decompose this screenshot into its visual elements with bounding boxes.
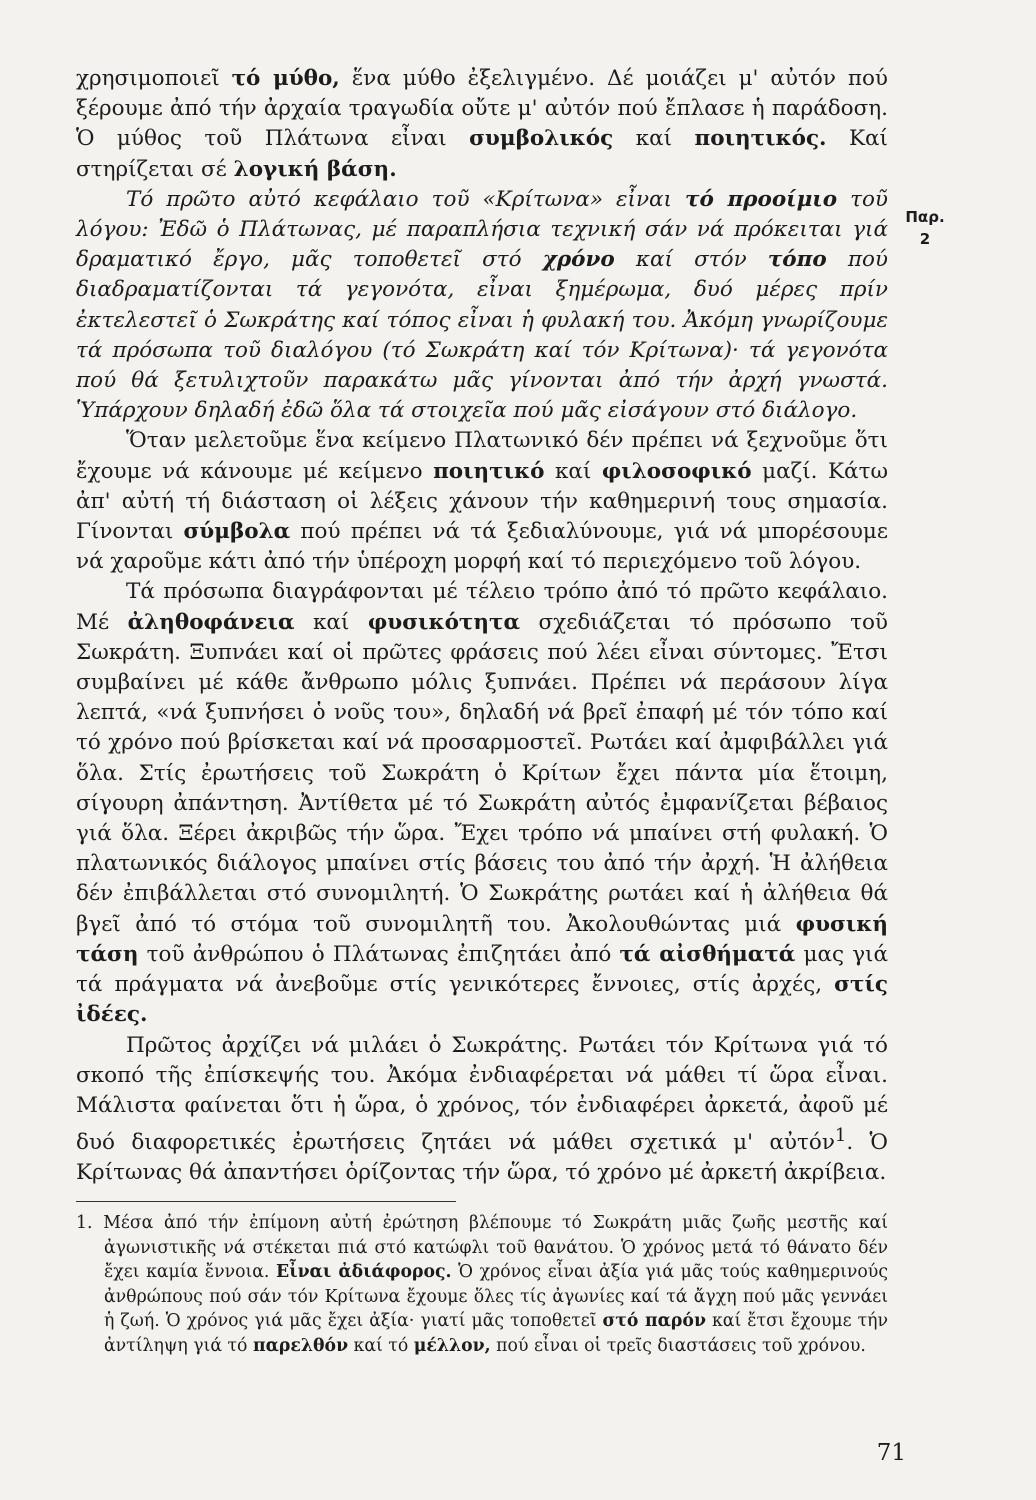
text-run: Τό πρῶτο αὐτό κεφάλαιο τοῦ «Κρίτωνα» εἶναι (126, 186, 685, 212)
text-run: πού εἶναι οἱ τρεῖς διαστάσεις τοῦ χρόνου. (490, 1335, 866, 1356)
text-run: μαζί. Κάτω ἀπ' αὐτή τή διάσταση οἱ λέξεις χάνουν τήν καθημερινή τους σημασία. Γίνονται (76, 458, 888, 545)
text-run: πού πρέπει νά τά ξεδιαλύνουμε, γιά νά μπορέσουμε νά χαροῦμε κάτι ἀπό τήν ὑπέροχη μορφή καί τό περιεχόμενο τοῦ λόγου. (76, 519, 888, 575)
bold-term: ἀληθοφάνεια (127, 609, 295, 635)
bold-term: παρελθόν (252, 1335, 349, 1356)
text-run: τοῦ λόγου: Ἐδῶ ὁ Πλάτωνας, μέ παραπλήσια τεχνική σάν νά πρόκειται γιά δραματικό ἔργο, μᾶς τοποθετεῖ στό (76, 186, 888, 273)
margin-number: 2 (919, 230, 931, 248)
text-run: . Ὁ Κρίτωνας θά ἀπαντήσει ὁρίζοντας τήν ὥρα, τό χρόνο μέ ἀρκετή ἀκρίβεια. (76, 1130, 888, 1186)
bold-term: σύμβολα (183, 519, 291, 545)
bold-term: Εἶναι ἀδιάφορος. (276, 1262, 452, 1283)
bold-term: στό παρόν (602, 1311, 706, 1332)
bold-term: συμβολικός (469, 126, 614, 152)
bold-term: ποιητικός. (694, 126, 827, 152)
text-run: καί στόν (614, 247, 768, 273)
text-run: καί (294, 609, 368, 635)
footnote (76, 1211, 888, 1359)
text-run: 1. Μέσα ἀπό τήν ἐπίμονη αὐτή ἐρώτηση βλέπουμε τό Σωκράτη μιᾶς ζωῆς μεστῆς καί ἀγωνιστικῆς νά στέκεται πιά στό κατώφλι τοῦ θανάτου. Ὁ χρόνος μετά τό θάνατο δέν ἔχει καμία ἔννοια. (76, 1213, 888, 1283)
bold-term: μέλλον, (413, 1335, 491, 1356)
bold-term: τό μύθο, (231, 66, 340, 91)
bold-term: λογική βάση. (233, 156, 397, 182)
text-run: σχεδιάζεται τό πρόσωπο τοῦ Σωκράτη. Ξυπνάει καί οἱ πρῶτες φράσεις πού λέει εἶναι σύντομες. Ἔτσι συμβαίνει μέ κάθε ἄνθρωπο μόλις ξυπνάει. Πρέπει νά περάσουν λίγα λεπτά, «νά ξυπνήσει ὁ νοῦς του», δηλαδή νά βρεῖ ἐπαφή μέ τόν τόπο καί τό χρόνο πού βρίσκεται καί νά προσαρμοστεῖ. Ρωτάει καί ἀμφιβάλλει γιά ὅλα. Στίς ἐρωτήσεις τοῦ Σωκράτη ὁ Κρίτων ἔχει πάντα μία ἕτοιμη, σίγουρη ἀπάντηση. Ἀντίθετα μέ τό Σωκράτη αὐτός ἐμφανίζεται βέβαιος γιά ὅλα. Ξέρει ἀκριβῶς τήν ὥρα. Ἔχει τρόπο νά μπαίνει στή φυλακή. Ὁ πλατωνικός διάλογος μπαίνει στίς βάσεις του ἀπό τήν ἀρχή. Ἡ ἀλήθεια δέν ἐπιβάλλεται στό συνομιλητή. Ὁ Σωκράτης ρωτάει καί ἡ ἀλήθεια θά βγεῖ ἀπό τό στόμα τοῦ συνομιλητῆ του. Ἀκολουθώντας μιά (76, 609, 888, 937)
bold-term: στίς ἰδέες. (76, 972, 888, 1028)
text-run: καί (613, 126, 695, 152)
text-run: ἕνα μύθο ἐξελιγμένο. Δέ μοιάζει μ' αὐτόν πού ξέρουμε ἀπό τήν ἀρχαία τραγωδία οὔτε μ' αὐτόν πού ἔπλασε ἡ παράδοση. Ὁ μύθος τοῦ Πλάτωνα εἶναι (76, 66, 888, 152)
bold-term: χρόνο (542, 247, 615, 273)
text-run: τοῦ ἀνθρώπου ὁ Πλάτωνας ἐπιζητάει ἀπό (138, 941, 620, 967)
text-run: Καί στηρίζεται σέ (76, 126, 888, 182)
paragraph (76, 577, 888, 1030)
bold-term: τά αἰσθήματά (619, 941, 796, 967)
bold-term: φυσικότητα (367, 609, 521, 635)
text-run: πού διαδραματίζονται τά γεγονότα, εἶναι ξημέρωμα, δυό μέρες πρίν ἐκτελεστεῖ ὁ Σωκράτης καί τόπος εἶναι ἡ φυλακή του. Ἀκόμη γνωρίζουμε τά πρόσωπα τοῦ διαλόγου (τό Σωκράτη καί τόν Κρίτωνα)· τά γεγονότα πού θά ξετυλιχτοῦν παρακάτω μᾶς γίνονται ἀπό τήν ἀρχή γνωστά. Ὑπάρχουν δηλαδή ἐδῶ ὅλα τά στοιχεῖα πού μᾶς εἰσάγουν στό διάλογο. (76, 247, 888, 424)
text-run: Τά πρόσωπα διαγράφονται μέ τέλειο τρόπο ἀπό τό πρῶτο κεφάλαιο. Μέ (76, 579, 888, 635)
bold-term: φυσική τάση (76, 911, 888, 967)
paragraph (76, 185, 888, 427)
margin-label: Παρ. (905, 208, 945, 226)
text-run: Πρῶτος ἀρχίζει νά μιλάει ὁ Σωκράτης. Ρωτάει τόν Κρίτωνα γιά τό σκοπό τῆς ἐπίσκεψής του. Ἀκόμα ἐνδιαφέρεται νά μάθει τί ὥρα εἶναι. Μάλιστα φαίνεται ὅτι ἡ ὥρα, ὁ χρόνος, τόν ἐνδιαφέρει ἀρκετά, ἀφοῦ μέ δυό διαφορετικές ἐρωτήσεις ζητάει νά μάθει σχετικά μ' αὐτόν (76, 1032, 888, 1156)
main-text (76, 64, 888, 1189)
paragraph (76, 64, 888, 185)
footnote-marker: 1 (834, 1125, 847, 1147)
text-run: μας γιά τά πράγματα νά ἀνεβοῦμε στίς γενικότερες ἔννοιες, στίς ἀρχές, (76, 941, 889, 998)
page-number: 71 (876, 1440, 906, 1466)
text-run: καί (544, 458, 602, 484)
footnote-divider (76, 1201, 456, 1202)
bold-term: φιλοσοφικό (601, 458, 752, 484)
footnote-text (76, 1211, 888, 1359)
bold-term: τόπο (767, 247, 827, 273)
paragraph (76, 426, 888, 577)
margin-paragraph-reference (900, 206, 950, 250)
text-run: καί ἔτσι ἔχουμε τήν ἀντίληψη γιά τό (104, 1311, 889, 1356)
text-run: Ὅταν μελετοῦμε ἕνα κείμενο Πλατωνικό δέν πρέπει νά ξεχνοῦμε ὅτι ἔχουμε νά κάνουμε μέ κείμενο (76, 428, 888, 484)
bold-term: τό προοίμιο (684, 186, 838, 212)
bold-term: ποιητικό (433, 458, 545, 484)
text-run: χρησιμοποιεῖ (76, 66, 232, 91)
paragraph (76, 1031, 888, 1189)
text-run: Ὁ χρόνος εἶναι ἀξία γιά μᾶς τούς καθημερινούς ἀνθρώπους πού σάν τόν Κρίτωνα ἔχουμε ὅλες τίς ἀγωνίες καί τά ἄγχη πού μᾶς γεννάει ἡ ζωή. Ὁ χρόνος γιά μᾶς ἔχει ἀξία· γιατί μᾶς τοποθετεῖ (104, 1262, 888, 1332)
text-run: καί τό (348, 1335, 414, 1356)
